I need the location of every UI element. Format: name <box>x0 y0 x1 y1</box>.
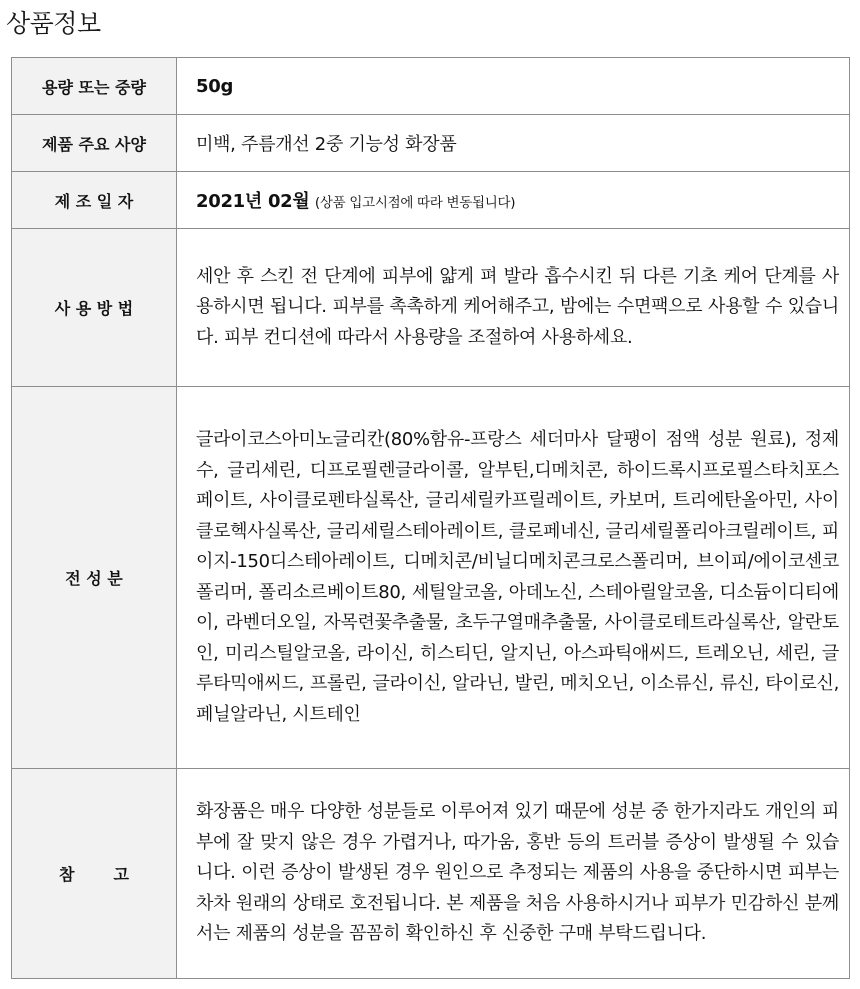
table-row-usage <box>12 229 850 387</box>
value-capacity: 50g <box>177 58 850 115</box>
value-usage: 세안 후 스킨 전 단계에 피부에 얇게 펴 발라 흡수시킨 뒤 다른 기초 케어 단계를 사용하시면 됩니다. 피부를 촉촉하게 케어해주고, 밤에는 수면팩으로 사용할 수 있습니다. 피부 컨디션에 따라서 사용량을 조절하여 사용하세요. <box>177 229 850 387</box>
table-row-manufacture-date <box>12 172 850 229</box>
label-usage: 사 용 방 법 <box>12 229 177 387</box>
value-manufacture-date <box>177 172 850 229</box>
value-notes: 화장품은 매우 다양한 성분들로 이루어져 있기 때문에 성분 중 한가지라도 개인의 피부에 잘 맞지 않은 경우 가렵거나, 따가움, 홍반 등의 트러블 증상이 발생될 수 있습니다. 이런 증상이 발생된 경우 원인으로 추정되는 제품의 사용을 중단하시면 피부는 차차 원래의 상태로 호전됩니다. 본 제품을 처음 사용하시거나 피부가 민감하신 분께서는 제품의 성분을 꼼꼼히 확인하신 후 신중한 구매 부탁드립니다. <box>177 769 850 979</box>
product-info-table <box>11 57 850 979</box>
table-row-capacity <box>12 58 850 115</box>
label-notes: 참 고 <box>12 769 177 979</box>
label-ingredients: 전 성 분 <box>12 387 177 769</box>
page-title: 상품정보 <box>6 9 101 38</box>
value-ingredients: 글라이코스아미노글리칸(80%함유-프랑스 세더마사 달팽이 점액 성분 원료), 정제수, 글리세린, 디프로필렌글라이콜, 알부틴,디메치콘, 하이드록시프로필스타치포스페이트, 사이클로펜타실록산, 글리세릴카프릴레이트, 카보머, 트리에탄올아민, 사이클로헥사실록산, 글리세릴스테아레이트, 클로페네신, 글리세릴폴리아크릴레이트, 피이지-150디스테아레이트, 디메치콘/비닐디메치콘크로스폴리머, 브이피/에이코센코폴리머, 폴리소르베이트80, 세틸알코올, 아데노신, 스테아릴알코올, 디소듐이디티에이, 라벤더오일, 자목련꽃추출물, 초두구열매추출물, 사이클로테트라실록산, 알란토인, 미리스틸알코올, 라이신, 히스티딘, 알지닌, 아스파틱애씨드, 트레오닌, 세린, 글루타믹애씨드, 프롤린, 글라이신, 알라닌, 발린, 메치오닌, 이소류신, 류신, 타이로신, 페닐알라닌, 시트테인 <box>177 387 850 769</box>
table-row-notes <box>12 769 850 979</box>
manufacture-date-note: (상품 입고시점에 따라 변동됩니다) <box>314 195 516 211</box>
label-manufacture-date: 제 조 일 자 <box>12 172 177 229</box>
label-capacity: 용량 또는 중량 <box>12 58 177 115</box>
table-row-ingredients <box>12 387 850 769</box>
value-main-spec: 미백, 주름개선 2중 기능성 화장품 <box>177 115 850 172</box>
label-main-spec: 제품 주요 사양 <box>12 115 177 172</box>
table-row-main-spec <box>12 115 850 172</box>
manufacture-date-value: 2021년 02월 <box>196 191 310 212</box>
